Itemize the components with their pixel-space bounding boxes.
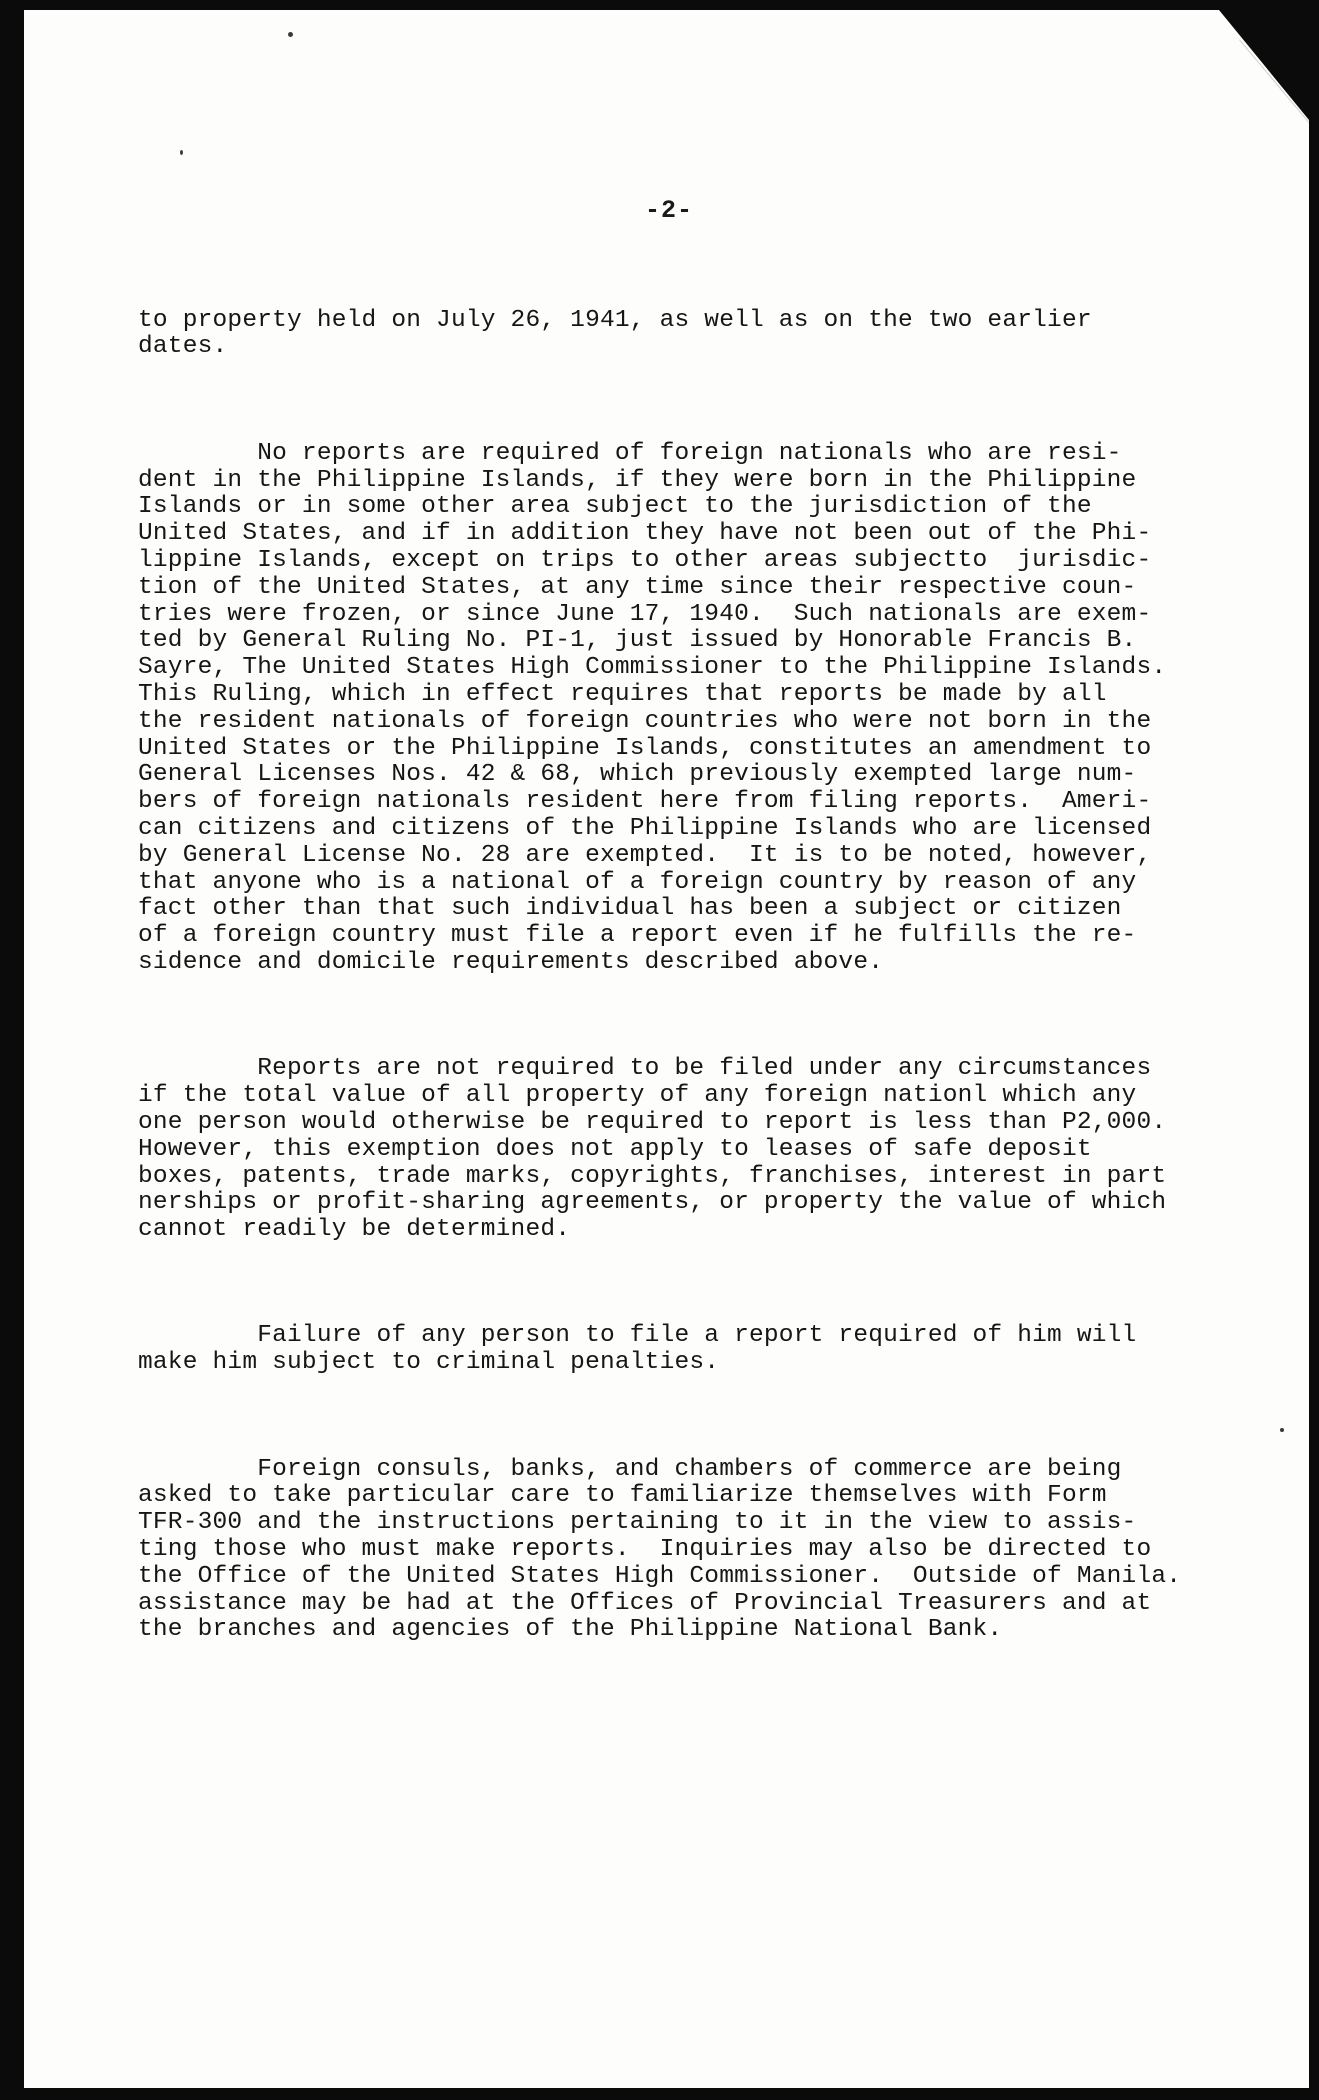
text-line: boxes, patents, trade marks, copyrights, franchises, interest in part	[138, 1162, 1167, 1190]
text-line: dent in the Philippine Islands, if they were born in the Philippine	[138, 466, 1137, 494]
text-line: asked to take particular care to familiarize themselves with Form	[138, 1482, 1107, 1510]
scan-speck	[1280, 1428, 1284, 1432]
text-line: United States or the Philippine Islands, constitutes an amendment to	[138, 734, 1152, 762]
text-line: tion of the United States, at any time since their respective coun-	[138, 573, 1137, 601]
text-line: Reports are not required to be filed under any circumstances	[138, 1055, 1152, 1083]
text-line: of a foreign country must file a report even if he fulfills the re-	[138, 922, 1137, 950]
text-line: sidence and domicile requirements described above.	[138, 948, 884, 976]
text-line: No reports are required of foreign nationals who are resi-	[138, 439, 1122, 467]
paragraph-continuation	[138, 308, 1248, 362]
paragraph-value-threshold	[138, 1056, 1248, 1244]
text-line: cannot readily be determined.	[138, 1216, 571, 1244]
text-line: ting those who must make reports. Inquiries may also be directed to	[138, 1536, 1152, 1564]
text-line: Sayre, The United States High Commissioner to the Philippine Islands.	[138, 654, 1167, 682]
text-line: fact other than that such individual has been a subject or citizen	[138, 895, 1122, 923]
text-line: ted by General Ruling No. PI-1, just issued by Honorable Francis B.	[138, 627, 1137, 655]
text-line: bers of foreign nationals resident here from filing reports. Ameri-	[138, 788, 1152, 816]
text-line: lippine Islands, except on trips to other areas subjectto jurisdic-	[138, 546, 1152, 574]
text-line: General Licenses Nos. 42 & 68, which previously exempted large num-	[138, 761, 1137, 789]
scan-speck	[180, 150, 183, 155]
text-line: This Ruling, which in effect requires that reports be made by all	[138, 680, 1107, 708]
text-line: the branches and agencies of the Philippine National Bank.	[138, 1616, 1003, 1644]
text-line: dates.	[138, 333, 228, 361]
text-line: that anyone who is a national of a foreign country by reason of any	[138, 868, 1137, 896]
text-line: by General License No. 28 are exempted. It is to be noted, however,	[138, 841, 1152, 869]
text-line: Foreign consuls, banks, and chambers of commerce are being	[138, 1455, 1122, 1483]
text-line: to property held on July 26, 1941, as well as on the two earlier	[138, 306, 1092, 334]
text-line: tries were frozen, or since June 17, 1940. Such nationals are exem-	[138, 600, 1152, 628]
letter-body	[138, 254, 1248, 1671]
text-line: Failure of any person to file a report required of him will	[138, 1322, 1137, 1350]
scan-speck	[288, 32, 293, 37]
text-line: assistance may be had at the Offices of Provincial Treasurers and at	[138, 1589, 1152, 1617]
text-line: can citizens and citizens of the Philippine Islands who are licensed	[138, 814, 1152, 842]
text-line: Islands or in some other area subject to the jurisdiction of the	[138, 493, 1092, 521]
text-line: United States, and if in addition they have not been out of the Phi-	[138, 520, 1152, 548]
text-line: nerships or profit-sharing agreements, or property the value of which	[138, 1189, 1167, 1217]
paragraph-assistance	[138, 1457, 1248, 1645]
text-line: However, this exemption does not apply to leases of safe deposit	[138, 1135, 1092, 1163]
text-line: make him subject to criminal penalties.	[138, 1349, 720, 1377]
paragraph-reports-exemption	[138, 441, 1248, 977]
paragraph-penalties	[138, 1323, 1248, 1377]
text-line: the resident nationals of foreign countries who were not born in the	[138, 707, 1152, 735]
page-number: -2-	[645, 196, 694, 225]
text-line: the Office of the United States High Commissioner. Outside of Manila.	[138, 1562, 1182, 1590]
text-line: TFR-300 and the instructions pertaining to it in the view to assis-	[138, 1509, 1137, 1537]
text-line: one person would otherwise be required to report is less than P2,000.	[138, 1108, 1167, 1136]
text-line: if the total value of all property of any foreign nationl which any	[138, 1082, 1137, 1110]
